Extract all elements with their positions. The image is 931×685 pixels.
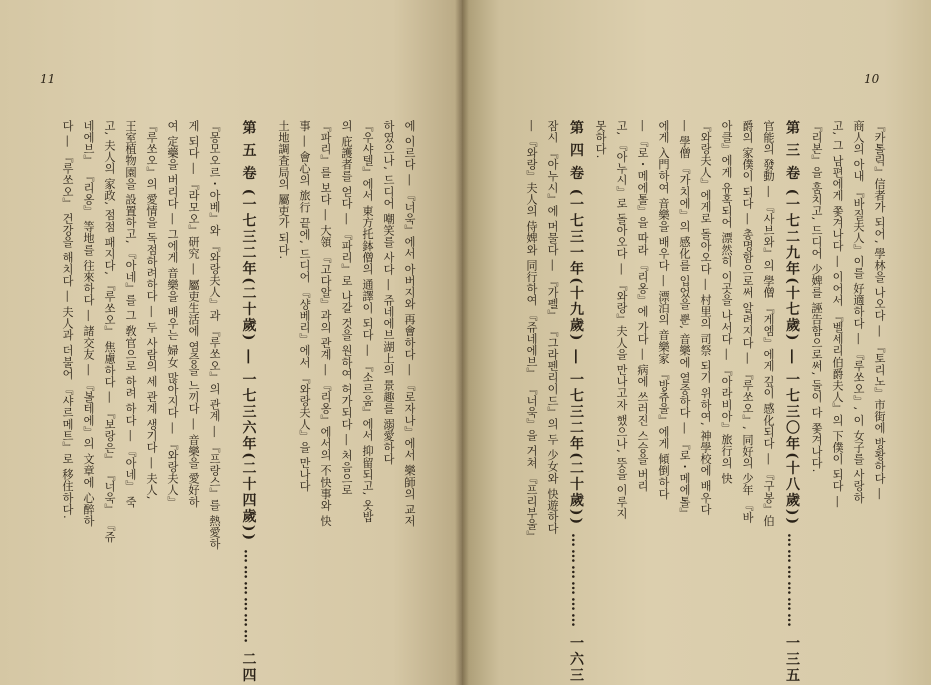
right-column-20: 잠시 『아누시』에 머물다 ― 『가펠』 『그라펜리이드』의 두 少女와 快遊하다: [546, 120, 559, 535]
left-column-2: 하였으나, 드디어 嘲笑를 사다 ― 쥬네에브湖上의 景趣를 溺愛하다: [382, 120, 395, 465]
chapter-four-heading: 第 四 卷 (一七三一年(十九歲) ― 一七三二年(二十歲)) ……………… 一六三: [568, 120, 584, 684]
right-column-3: 고, 그 남편에게 쫓겨나다 ― 이어서 『벨세리伯爵夫人』의 下僕이 되다 ―: [831, 120, 844, 508]
left-column-10: [226, 120, 237, 550]
right-column-8: 官能의 發動 ― 『사브와』의 學僧 『게엠』에게 깊이 感化되다 ― 『구봉』伯: [762, 120, 775, 527]
book-gutter-shadow: [455, 0, 469, 685]
left-column-8: [261, 120, 272, 550]
right-column-15: 고, 『아누시』로 돌아오다 ― 『와랑』夫人을 만나고자 했으나, 뜻을 이루지: [615, 120, 628, 520]
left-page-number: 11: [40, 72, 56, 86]
right-column-16: 못하다.: [594, 120, 607, 159]
left-column-15: 王室植物園을 設置하고, 『아네』를 그 敎官으로 하려 하다 ― 『아네』 죽: [124, 120, 137, 508]
left-column-17: 네에브』 『리옹』 等地를 往來하다 ― 諸交友 ― 『볼테에』의 文章에 心醉하: [82, 120, 95, 527]
right-column-1: 『카톨릭』信者가 되어, 學林을 나오다 ― 『토리노』市街에 방황하다 ―: [873, 120, 886, 500]
right-column-10: 아클』에게 유혹되어 漂然히 이곳을 나서다 ― 『아라비아』旅行의 快: [720, 120, 733, 485]
left-page-text: [58, 120, 418, 684]
left-column-12: 게 되다 ― 『라모오』研究 ― 屬吏生活에 염증을 느끼다 ― 音樂을 愛好하: [187, 120, 200, 508]
left-column-14: 『루쏘오』의 愛情을 독점하려하다 ― 두 사람의 세 관계 생기다 ― 夫人,: [145, 120, 158, 500]
left-column-5: 『파리』를 보다 ― 大領 『고다알』과의 관계 ― 『리옹』에서의 不快事와 快: [319, 120, 332, 527]
left-column-18: 다 ― 『루쏘오』 건강을 해치다 ― 夫人과 더불어 『샤르메트』로 移住하다.: [61, 120, 74, 520]
right-column-13: 에게 入門하여 音樂을 배우다 ― 漂泊의 音樂家 『방츄울』에게 傾倒하다: [657, 120, 670, 500]
right-column-9: 爵의 家僕이 되다 ― 총명함으로써 알려지다 ― 『루쏘오』, 同好의 少年 『바: [741, 120, 754, 524]
left-page: [0, 0, 462, 685]
left-column-11: 『몽모오르・아베』와 『와랑夫人』과 『루쏘오』의 관계 ― 『프랑스』를 熱愛하: [208, 120, 221, 550]
chapter-five-heading: 第 五 卷 (一七三二年(二十歲) ― 一七三六年(二十四歲)) ……………… 二四: [240, 120, 257, 684]
left-column-1: 에 이르다 ― 『너욱』에서 아버지와 再會하다 ― 『로자나』에서 樂師의 교저: [403, 120, 416, 527]
right-column-11: 『와랑夫人』에게로 돌아오다 ― 村里의 司祭 되기 위하여, 神學校에 배우다: [699, 120, 712, 516]
right-page: [462, 0, 931, 685]
right-column-14: ― 『로・메에톨』을 따라 『리옹』에 가다 ― 病에 쓰러진 스승을 버리: [636, 120, 649, 492]
right-column-12: ― 學僧 『가치에』의 感化를 입었을 뿐, 音樂에 열중하다 ― 『로・메에톨』: [678, 120, 691, 520]
right-column-2: 商人의 아내 『바질夫人』이를 好適하다 ― 『루쏘오』, 이 女子를 사랑하: [852, 120, 865, 504]
chapter-three-heading: 第 三 卷 (一七二九年(十七歲) ― 一七三〇年(十八歲)) ……………… 一三五: [784, 120, 800, 684]
left-column-3: 『우샤텔』에서 東方托鉢僧의 通譯이 되다 ― 『소르움』에서 抑留되고, 옷밥: [361, 120, 374, 523]
left-column-16: 고, 夫人의 家政, 점점 패지다, 『루쏘오』 焦慮하다 ― 『보랑은』 『너욱』 『쥬: [103, 120, 116, 543]
left-column-13: 여 定藥을 버리다 ― 그에게 音樂을 배우는 婦女 많아지다 ― 『와랑夫人』: [166, 120, 179, 508]
right-column-4: 『리본』을 훔치고, 드디어 少婢를 誣告함으로써, 둘이 다 쫓겨나다.: [810, 120, 823, 473]
left-column-6: 事 ― 會心의 旅行 끝에, 드디어 『샹베리』에서 『와랑夫人』을 만나다: [298, 120, 311, 492]
right-page-number: 10: [864, 72, 880, 86]
left-column-4: 의 庇護者를 얻다 ― 『파리』로 나갈 것을 원하여 허가되다 ― 처음으로: [340, 120, 353, 496]
right-column-21: ― 『와랑』夫人의 侍婢와 同行하여 『쥬네에브』 『너욱』을 거쳐 『프리부울』: [525, 120, 538, 543]
left-column-7: 土地調査局의 屬吏가 되다.: [277, 120, 290, 260]
right-page-text: [525, 120, 888, 684]
